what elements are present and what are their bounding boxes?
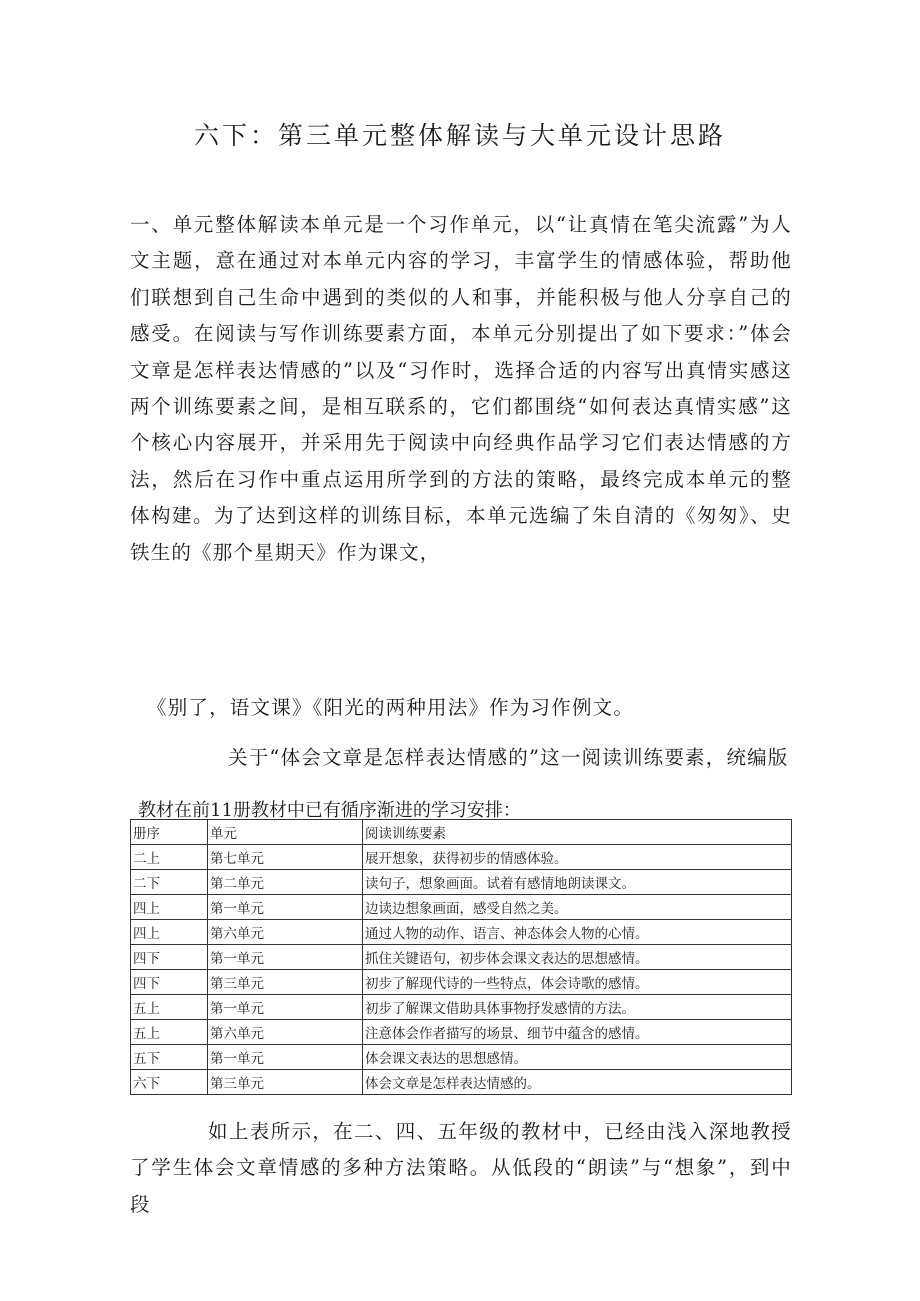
table-row: [131, 920, 792, 945]
cell-volume: 五下: [131, 1045, 208, 1070]
cell-volume: 四下: [131, 945, 208, 970]
intro-paragraph: 一、单元整体解读本单元是一个习作单元，以“让真情在笔尖流露”为人文主题，意在通过对本单元内容的学习，丰富学生的情感体验，帮助他们联想到自己生命中遇到的类似的人和事，并能积极与他人分享自己的感受。在阅读与写作训练要素方面，本单元分别提出了如下要求：”体会文章是怎样表达情感的”以及“习作时，选择合适的内容写出真情实感这两个训练要素之间，是相互联系的，它们都围绕“如何表达真情实感”这个核心内容展开，并采用先于阅读中向经典作品学习它们表达情感的方法，然后在习作中重点运用所学到的方法的策略，最终完成本单元的整体构建。为了达到这样的训练目标，本单元选编了朱自清的《匆匆》、史铁生的《那个星期天》作为课文，: [130, 213, 792, 564]
cell-volume: 四上: [131, 895, 208, 920]
cell-unit: 第七单元: [208, 845, 363, 870]
cell-volume: 四下: [131, 970, 208, 995]
cell-requirement: 体会文章是怎样表达情感的。: [363, 1070, 792, 1095]
cell-volume: 五上: [131, 995, 208, 1020]
table-row: [131, 870, 792, 895]
cell-requirement: 抓住关键语句，初步体会课文表达的思想感情。: [363, 945, 792, 970]
cell-unit: 第三单元: [208, 1070, 363, 1095]
cell-requirement: 展开想象，获得初步的情感体验。: [363, 845, 792, 870]
table-row: [131, 1020, 792, 1045]
cell-requirement: 体会课文表达的思想感情。: [363, 1045, 792, 1070]
table-caption: 教材在前11册教材中已有循序渐进的学习安排：: [138, 800, 521, 821]
cell-requirement: 注意体会作者描写的场景、细节中蕴含的感情。: [363, 1020, 792, 1045]
cell-requirement: 通过人物的动作、语言、神态体会人物的心情。: [363, 920, 792, 945]
reading-requirements-table: [130, 819, 792, 1095]
table-row: [131, 970, 792, 995]
table-row: [131, 995, 792, 1020]
cell-unit: 第一单元: [208, 895, 363, 920]
cell-unit: 第二单元: [208, 870, 363, 895]
table-row: [131, 1045, 792, 1070]
examples-line: 《别了，语文课》《阳光的两种用法》作为习作例文。: [147, 696, 635, 719]
cell-volume: 二上: [131, 845, 208, 870]
table-row: [131, 845, 792, 870]
table-header-row: [131, 820, 792, 845]
cell-volume: 六下: [131, 1070, 208, 1095]
analysis-paragraph: 如上表所示，在二、四、五年级的教材中，已经由浅入深地教授了学生体会文章情感的多种方法策略。从低段的“朗读”与“想象”，到中段: [130, 1120, 792, 1216]
header-unit: 单元: [208, 820, 363, 845]
cell-unit: 第三单元: [208, 970, 363, 995]
table-row: [131, 895, 792, 920]
about-line: 关于“体会文章是怎样表达情感的”这一阅读训练要素，统编版: [228, 746, 789, 769]
table-row: [131, 1070, 792, 1095]
cell-requirement: 读句子，想象画面。试着有感情地朗读课文。: [363, 870, 792, 895]
cell-volume: 四上: [131, 920, 208, 945]
cell-requirement: 初步了解课文借助具体事物抒发感情的方法。: [363, 995, 792, 1020]
page-title: 六下：第三单元整体解读与大单元设计思路: [193, 121, 726, 150]
header-requirement: 阅读训练要素: [363, 820, 792, 845]
table-row: [131, 945, 792, 970]
cell-requirement: 边读边想象画面，感受自然之美。: [363, 895, 792, 920]
cell-requirement: 初步了解现代诗的一些特点，体会诗歌的感情。: [363, 970, 792, 995]
cell-volume: 二下: [131, 870, 208, 895]
cell-unit: 第一单元: [208, 1045, 363, 1070]
cell-unit: 第一单元: [208, 995, 363, 1020]
cell-unit: 第六单元: [208, 920, 363, 945]
header-volume: 册序: [131, 820, 208, 845]
cell-unit: 第六单元: [208, 1020, 363, 1045]
cell-volume: 五上: [131, 1020, 208, 1045]
cell-unit: 第一单元: [208, 945, 363, 970]
